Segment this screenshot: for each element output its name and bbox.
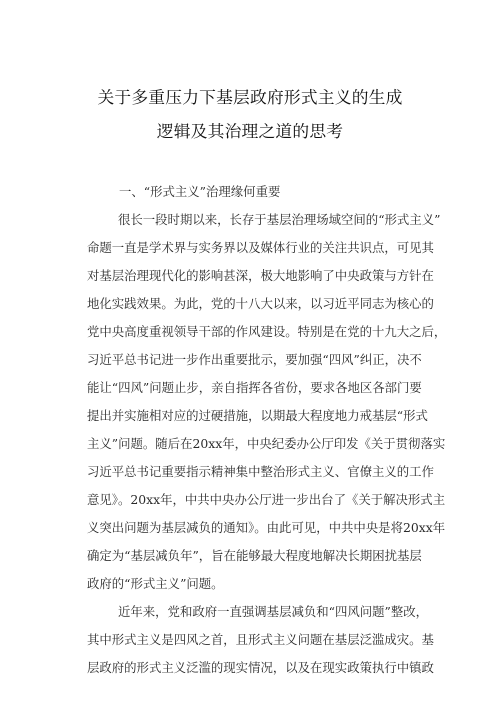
paragraph-1-line: 意见》。20xx年，中共中央办公厅进一步出台了《关于解决形式主	[87, 492, 446, 507]
section-heading: 一、“形式主义”治理缘何重要	[119, 184, 281, 199]
paragraph-1-line: 提出并实施相对应的过硬措施，以期最大程度地力戒基层“形式	[87, 408, 428, 423]
paragraph-1-line: 对基层治理现代化的影响甚深，极大地影响了中央政策与方针在	[87, 268, 434, 283]
paragraph-1-line: 确定为“基层减负年”，旨在能够最大程度地解决长期困扰基层	[87, 548, 422, 563]
paragraph-1-line: 主义”问题。随后在20xx年，中央纪委办公厅印发《关于贯彻落实	[87, 436, 446, 451]
paragraph-2-line: 层政府的形式主义泛滥的现实情况，以及在现实政策执行中镇政	[87, 660, 434, 675]
paragraph-2-line: 其中形式主义是四风之首，且形式主义问题在基层泛滥成灾。基	[87, 632, 434, 647]
paragraph-1-line: 很长一段时期以来，长存于基层治理场域空间的“形式主义”	[118, 212, 441, 227]
paragraph-1-line: 党中央高度重视领导干部的作风建设。特别是在党的十九大之后，	[87, 324, 447, 339]
paragraph-2-line: 近年来，党和政府一直强调基层减负和“四风问题”整改，	[118, 604, 429, 619]
paragraph-1-line: 义突出问题为基层减负的通知》。由此可见，中共中央是将20xx年	[87, 520, 446, 535]
paragraph-1-line: 命题一直是学术界与实务界以及媒体行业的关注共识点，可见其	[87, 240, 434, 255]
paragraph-1-line: 能让“四风”问题止步，亲自指挥各省份，要求各地区各部门要	[87, 380, 422, 395]
document-title-line-2: 逻辑及其治理之道的思考	[156, 121, 344, 141]
paragraph-1-line: 政府的“形式主义”问题。	[87, 576, 224, 591]
paragraph-1-line: 习近平总书记重要指示精神集中整治形式主义、官僚主义的工作	[87, 464, 434, 479]
paragraph-1-line: 地化实践效果。为此，党的十八大以来，以习近平同志为核心的	[87, 296, 434, 311]
document-title-line-1: 关于多重压力下基层政府形式主义的生成	[97, 87, 403, 107]
paragraph-1-line: 习近平总书记进一步作出重要批示，要加强“四风”纠正，决不	[87, 352, 422, 367]
